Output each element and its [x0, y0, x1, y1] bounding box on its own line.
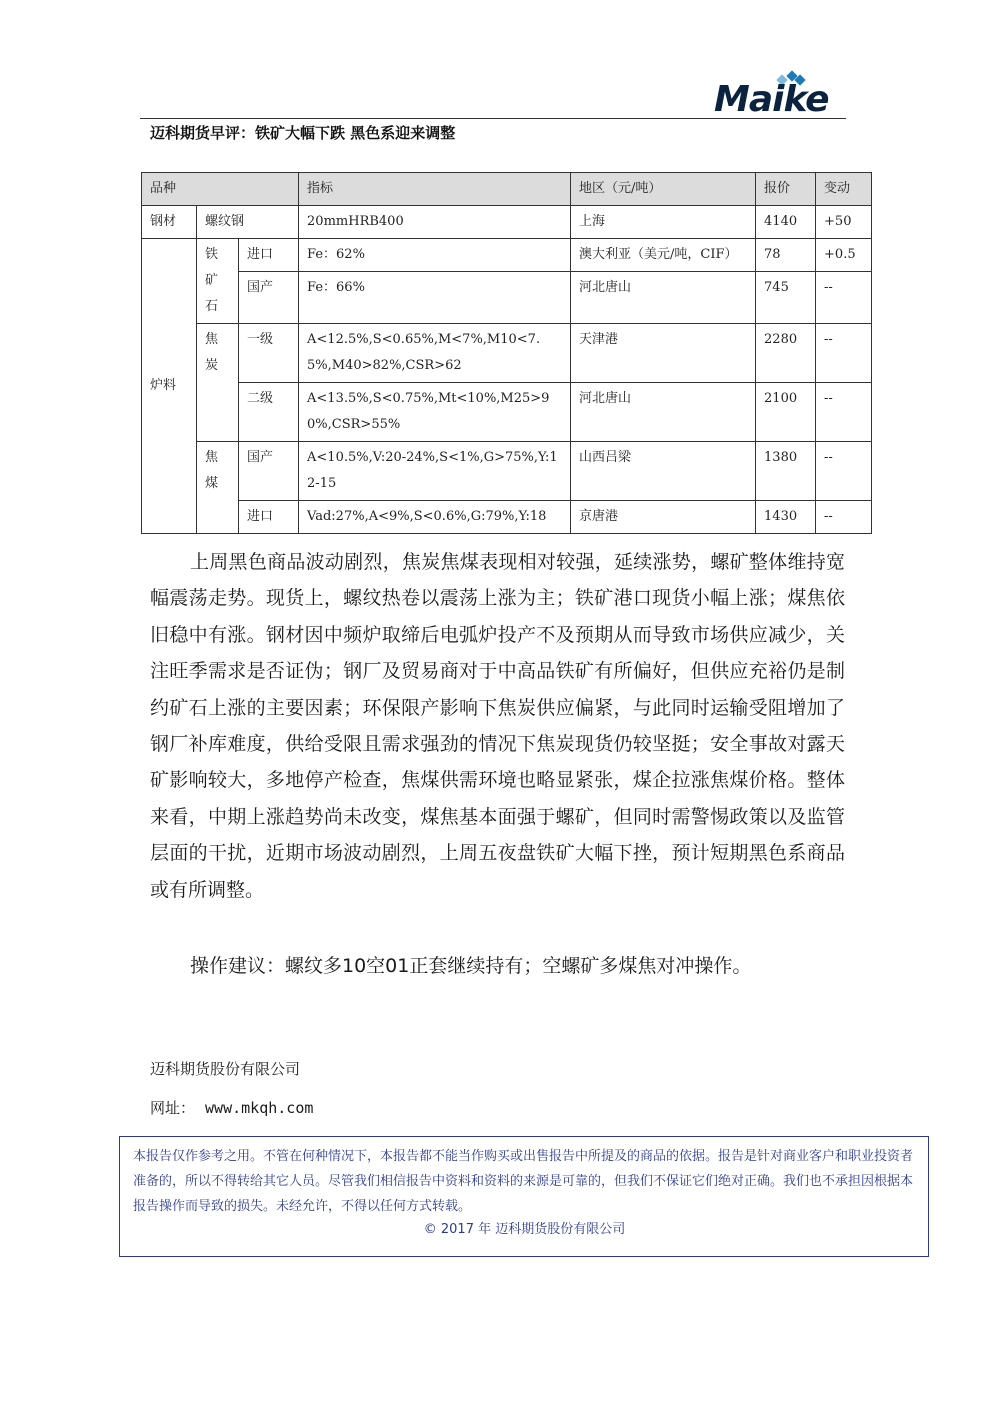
header-price: 报价: [756, 173, 816, 206]
price-table: [141, 172, 872, 534]
header-spec: 指标: [299, 173, 571, 206]
cell-spec: A<13.5%,S<0.75%,Mt<10%,M25>90%,CSR>55%: [299, 383, 571, 442]
maike-logo: [712, 70, 846, 120]
trading-advice-paragraph: 操作建议：螺纹多10空01正套继续持有；空螺矿多煤焦对冲操作。: [190, 955, 752, 977]
table-row: [142, 272, 872, 324]
website-label: 网址：: [150, 1099, 196, 1117]
cell-category: 钢材: [142, 206, 197, 239]
cell-price: 1380: [756, 442, 816, 501]
cell-kind: 进口: [239, 239, 299, 272]
cell-kind: 国产: [239, 272, 299, 324]
group-name-coking-coal: 焦 煤: [197, 442, 239, 534]
cell-price: 1430: [756, 501, 816, 534]
header-variety: 品种: [142, 173, 299, 206]
cell-change: --: [816, 442, 872, 501]
table-row: [142, 324, 872, 383]
cell-region: 上海: [571, 206, 756, 239]
cell-kind: 一级: [239, 324, 299, 383]
commentary-paragraph: 上周黑色商品波动剧烈，焦炭焦煤表现相对较强，延续涨势，螺矿整体维持宽幅震荡走势。现货上，螺纹热卷以震荡上涨为主；铁矿港口现货小幅上涨；煤焦依旧稳中有涨。钢材因中频炉取缔后电弧炉投产不及预期从而导致市场供应减少，关注旺季需求是否证伪；钢厂及贸易商对于中高品铁矿有所偏好，但供应充裕仍是制约矿石上涨的主要因素；环保限产影响下焦炭供应偏紧，与此同时运输受阻增加了钢厂补库难度，供给受限且需求强劲的情况下焦炭现货仍较坚挺；安全事故对露天矿影响较大，多地停产检查，焦煤供需环境也略显紧张，煤企拉涨焦煤价格。整体来看，中期上涨趋势尚未改变，煤焦基本面强于螺矿，但同时需警惕政策以及监管层面的干扰，近期市场波动剧烈，上周五夜盘铁矿大幅下挫，预计短期黑色系商品或有所调整。: [150, 551, 845, 901]
disclaimer-text: 本报告仅作参考之用。不管在何种情况下，本报告都不能当作购买或出售报告中所提及的商品的依据。报告是针对商业客户和职业投资者准备的，所以不得转给其它人员。尽管我们相信报告中资料和资料的来源是可靠的，但我们不保证它们绝对正确。我们也不承担因根据本报告操作而导致的损失。未经允许，不得以任何方式转载。: [133, 1149, 914, 1214]
cell-spec: A<10.5%,V:20-24%,S<1%,G>75%,Y:12-15: [299, 442, 571, 501]
table-row: [142, 383, 872, 442]
cell-spec: Fe：62%: [299, 239, 571, 272]
cell-region: 山西吕梁: [571, 442, 756, 501]
cell-price: 4140: [756, 206, 816, 239]
cell-region: 河北唐山: [571, 272, 756, 324]
table-row: [142, 206, 872, 239]
website-line: [150, 1097, 313, 1119]
cell-price: 745: [756, 272, 816, 324]
cell-subtype: 螺纹钢: [197, 206, 299, 239]
group-name-coke: 焦 炭: [197, 324, 239, 442]
cell-spec: Fe：66%: [299, 272, 571, 324]
cell-kind: 进口: [239, 501, 299, 534]
cell-kind: 国产: [239, 442, 299, 501]
cell-change: --: [816, 383, 872, 442]
table-row: [142, 239, 872, 272]
cell-change: +0.5: [816, 239, 872, 272]
cell-change: --: [816, 501, 872, 534]
table-header-row: [142, 173, 872, 206]
cell-price: 2100: [756, 383, 816, 442]
cell-kind: 二级: [239, 383, 299, 442]
table-row: [142, 442, 872, 501]
cell-region: 河北唐山: [571, 383, 756, 442]
document-title: 迈科期货早评：铁矿大幅下跌 黑色系迎来调整: [150, 124, 456, 142]
cell-region: 京唐港: [571, 501, 756, 534]
cell-category: 炉料: [142, 239, 197, 534]
cell-spec: A<12.5%,S<0.65%,M<7%,M10<7.5%,M40>82%,CSR>62: [299, 324, 571, 383]
cell-region: 澳大利亚（美元/吨，CIF）: [571, 239, 756, 272]
cell-spec: 20mmHRB400: [299, 206, 571, 239]
logo-wordmark: Maike: [714, 79, 829, 120]
cell-change: --: [816, 324, 872, 383]
cell-spec: Vad:27%,A<9%,S<0.6%,G:79%,Y:18: [299, 501, 571, 534]
company-name: 迈科期货股份有限公司: [150, 1060, 301, 1078]
header-rule: [140, 118, 846, 119]
header-change: 变动: [816, 173, 872, 206]
header-region: 地区（元/吨）: [571, 173, 756, 206]
group-name-iron-ore: 铁 矿 石: [197, 239, 239, 324]
cell-price: 2280: [756, 324, 816, 383]
table-row: [142, 501, 872, 534]
cell-change: +50: [816, 206, 872, 239]
cell-change: --: [816, 272, 872, 324]
copyright-notice: © 2017 年 迈科期货股份有限公司: [423, 1222, 626, 1237]
disclaimer-box: [119, 1136, 929, 1257]
cell-region: 天津港: [571, 324, 756, 383]
website-link[interactable]: www.mkqh.com: [205, 1099, 314, 1117]
cell-price: 78: [756, 239, 816, 272]
